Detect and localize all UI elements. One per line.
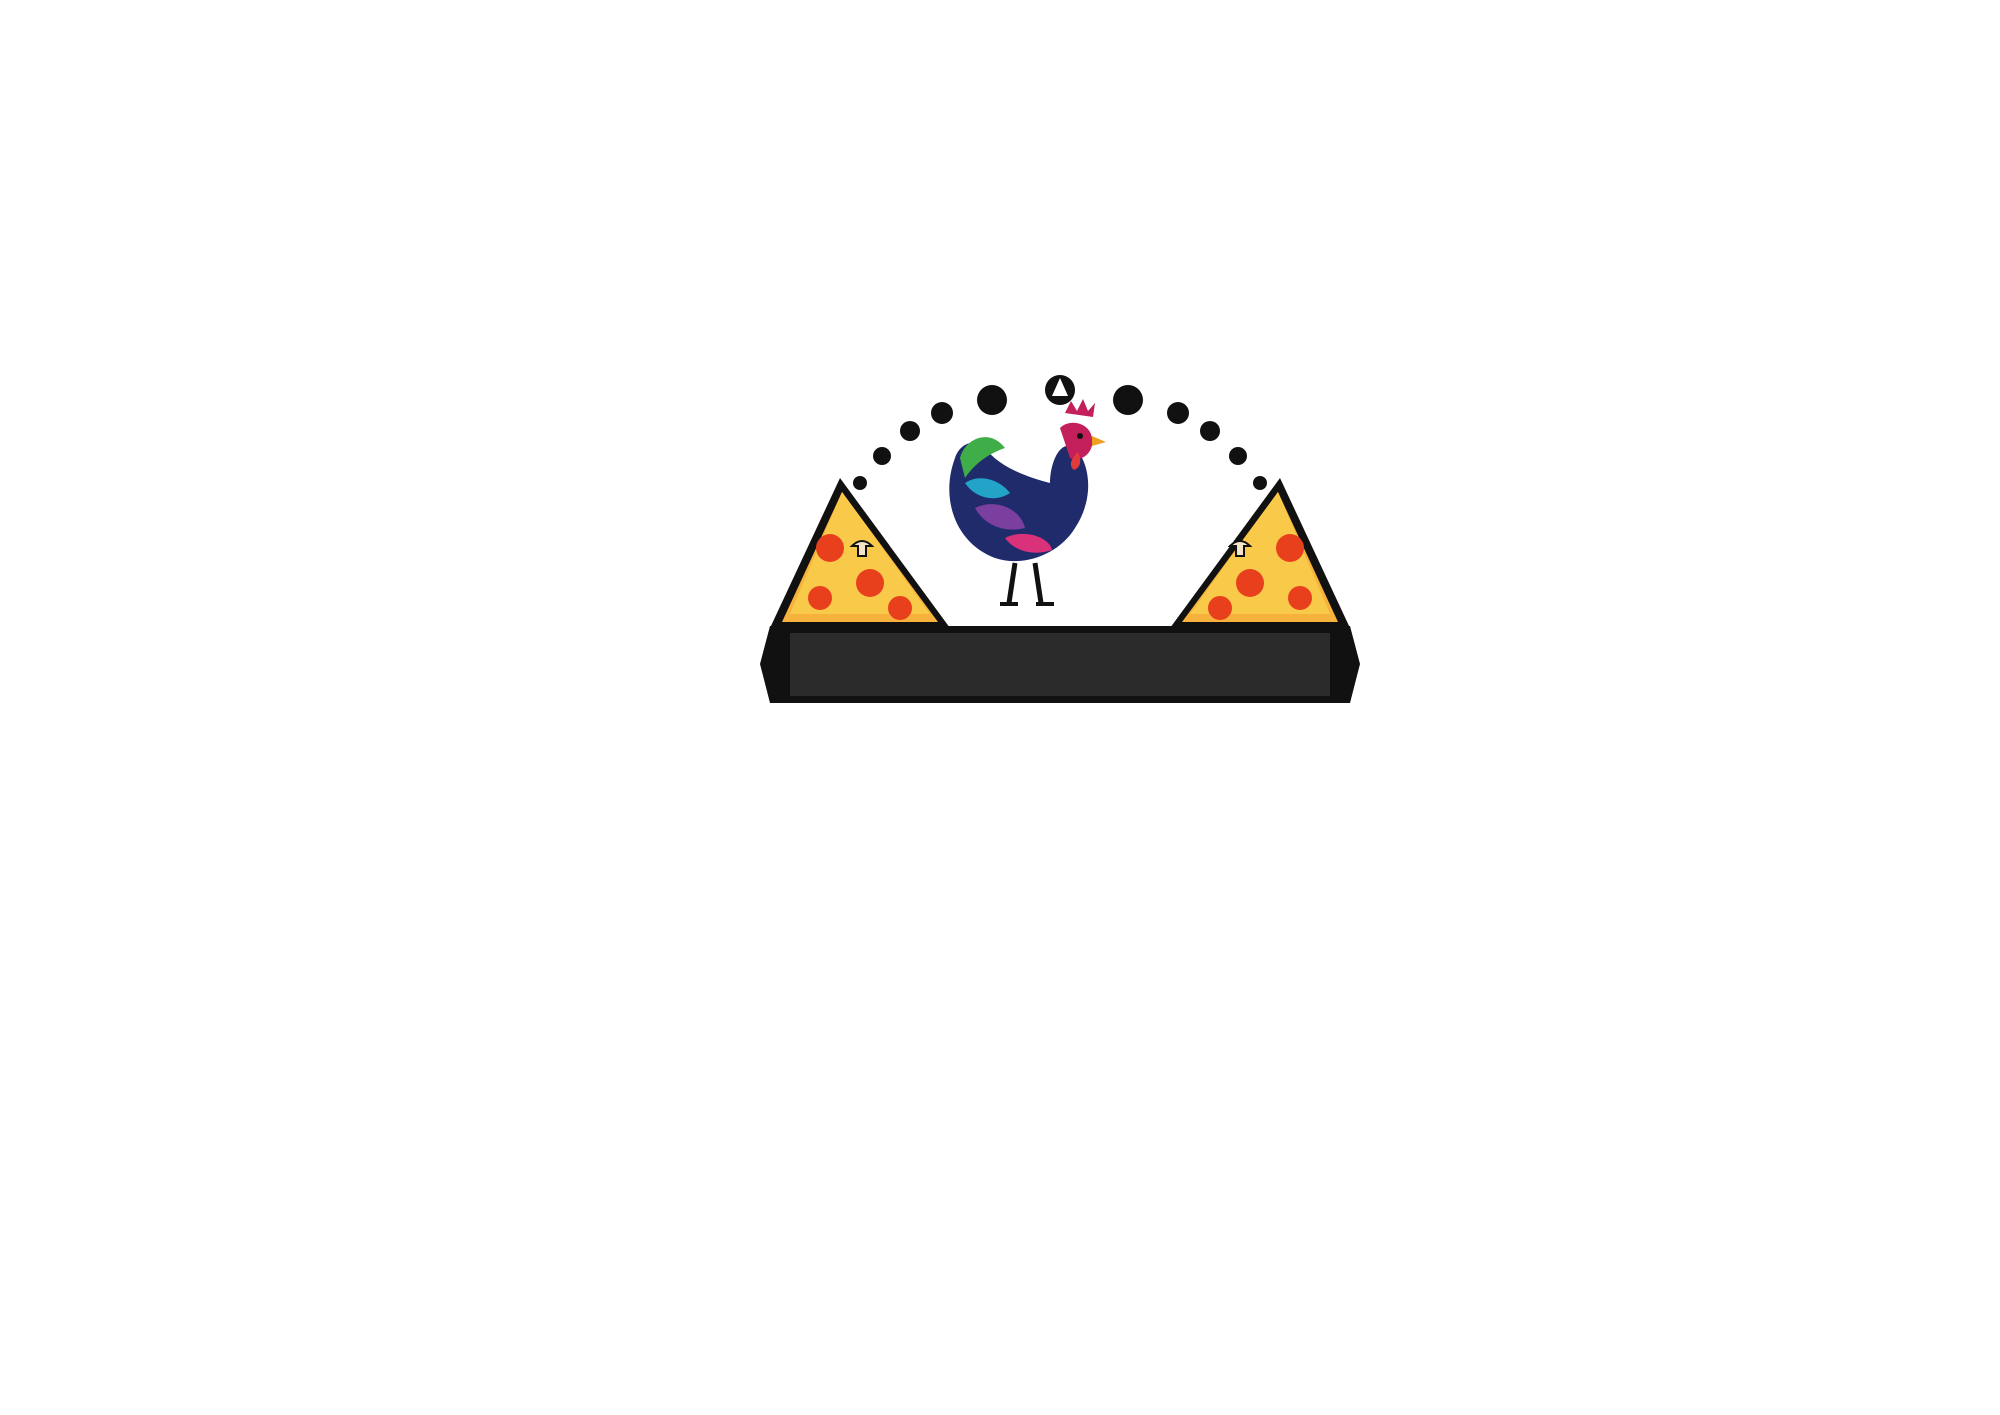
left-column [32, 150, 704, 330]
soups-section [780, 765, 1385, 789]
kurnik-logo [760, 368, 1360, 728]
pizza-slice-right-icon [1170, 478, 1350, 628]
rooster-icon [949, 399, 1106, 604]
salad-section [32, 242, 704, 256]
middle-column [780, 765, 1385, 877]
sweet-section [780, 829, 1385, 843]
menu-title [786, 165, 1349, 350]
floral-border-bottom [0, 1255, 2000, 1415]
floral-divider [32, 190, 704, 216]
floral-divider [1415, 158, 1985, 184]
floral-pattern-bottom [0, 1255, 2000, 1415]
right-column [1415, 128, 1985, 329]
rooster-pizza-logo-graphic [760, 368, 1360, 728]
hot-drinks-section [1415, 204, 1985, 253]
floral-divider [32, 264, 704, 290]
pizza-slice-left-icon [770, 478, 950, 628]
alcohol-section [1415, 319, 1985, 329]
floral-divider [1415, 273, 1985, 299]
cold-drinks-section [1415, 128, 1985, 138]
cake-section [780, 863, 1385, 877]
extras-section [32, 316, 704, 330]
rotisserie-section [32, 150, 704, 164]
